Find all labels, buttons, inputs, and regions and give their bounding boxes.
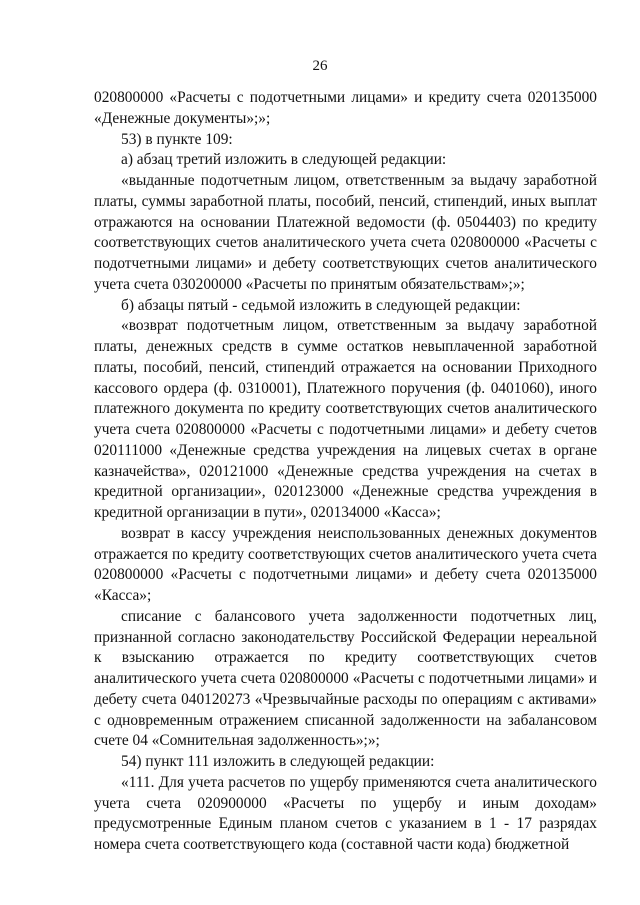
paragraph: «выданные подотчетным лицом, ответственным за выдачу заработной платы, суммы заработной платы, пособий, пенсий, стипендий, иных выплат отражаются на основании Платежной ведомости (ф. 0504403) по кредиту соответствующих счетов аналитического учета счета 020800000 «Расчеты с подотчетными лицами» и дебету соответствующих счетов аналитического учета счета 030200000 «Расчеты по принятым обязательствам»;»; xyxy=(94,172,597,293)
paragraph: 54) пункт 111 изложить в следующей редакции: xyxy=(121,753,435,770)
paragraph: 020800000 «Расчеты с подотчетными лицами» и кредиту счета 020135000 «Денежные документы»;»; xyxy=(94,89,597,127)
paragraph: 53) в пункте 109: xyxy=(121,130,233,148)
paragraph: а) абзац третий изложить в следующей редакции: xyxy=(121,151,447,169)
paragraph: «111. Для учета расчетов по ущербу применяются счета аналитического учета счета 020900000 «Расчеты по ущербу и иным доходам» предусмотренные Единым планом счетов с указанием в 1 - 17 разрядах номера счета соответствующего кода (составной части кода) бюджетной xyxy=(94,773,597,853)
paragraph: списание с балансового учета задолженности подотчетных лиц, признанной согласно законодательству Российской Федерации нереальной к взысканию отражается по кредиту соответствующих счетов аналитического учета счета 020800000 «Расчеты с подотчетными лицами» и дебету счета 040120273 «Чрезвычайные расходы по операциям с активами» с одновременным отражением списанной задолженности на забалансовом счете 04 «Сомнительная задолженность»;»; xyxy=(94,607,597,750)
page-number: 26 xyxy=(312,58,328,74)
paragraph: «возврат подотчетным лицом, ответственным за выдачу заработной платы, денежных средств в сумме остатков невыплаченной заработной платы, пособий, пенсий, стипендий отражается на основании Приходного кассового ордера (ф. 0310001), Платежного поручения (ф. 0401060), иного платежного документа по кредиту соответствующих счетов аналитического учета счета 020800000 «Расчеты с подотчетными лицами» и дебету счетов 020111000 «Денежные средства учреждения на лицевых счетах в органе казначейства», 020121000 «Денежные средства учреждения на счетах в кредитной организации», 020123000 «Денежные средства учреждения в кредитной организации в пути», 020134000 «Касса»; xyxy=(94,317,597,521)
paragraph: б) абзацы пятый - седьмой изложить в следующей редакции: xyxy=(121,296,521,314)
document-body xyxy=(94,88,597,856)
paragraph: возврат в кассу учреждения неиспользованных денежных документов отражается по кредиту соответствующих счетов аналитического учета счета 020800000 «Расчеты с подотчетными лицами» и дебету счета 020135000 «Касса»; xyxy=(94,524,597,604)
